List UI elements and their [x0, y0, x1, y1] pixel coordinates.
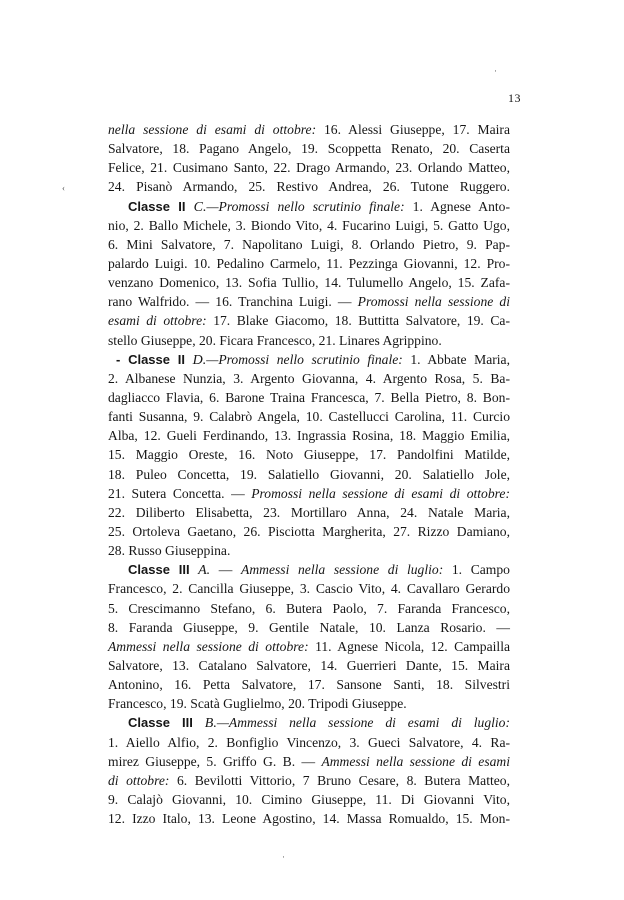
text-line [108, 503, 510, 522]
text-line [108, 273, 510, 292]
text-line [108, 713, 510, 732]
class-heading: - Classe II [116, 351, 185, 367]
text-segment: 21. Sutera Concetta. — [108, 485, 252, 501]
text-line [108, 369, 510, 388]
margin-mark: ‹ [62, 183, 65, 193]
text-segment: fanti Susanna, 9. Calabrò Angela, 10. Castellucci Carolina, 11. Curcio [108, 409, 510, 425]
text-segment: 12. Izzo Italo, 13. Leone Agostino, 14. Massa Romualdo, 15. Mon- [108, 811, 510, 827]
margin-dot: · [494, 66, 497, 76]
class-heading: Classe II [128, 198, 186, 214]
text-segment: dagliacco Flavia, 6. Barone Traina Francesca, 7. Bella Pietro, 8. Bon- [108, 389, 510, 405]
text-line [108, 158, 510, 177]
text-segment: 1. Agnese Anto- [404, 198, 510, 214]
text-segment: 1. Campo [443, 562, 510, 578]
text-line [108, 484, 510, 503]
text-line [108, 752, 510, 771]
text-line [108, 445, 510, 464]
text-line [108, 350, 510, 369]
class-heading: Classe III [128, 562, 190, 578]
text-segment: A. [189, 563, 211, 579]
text-line [108, 809, 510, 828]
text-segment: stello Giuseppe, 20. Ficara Francesco, 21. Linares Agrippino. [108, 332, 442, 348]
text-line [108, 197, 510, 216]
italic-phrase: esami di ottobre: [108, 313, 207, 329]
text-line [108, 465, 510, 484]
text-segment: Antonino, 16. Petta Salvatore, 17. Sansone Santi, 18. Silvestri [108, 677, 510, 693]
text-segment: 17. Blake Giacomo, 18. Buttitta Salvatore, 19. Ca- [206, 313, 510, 329]
text-line [108, 637, 510, 656]
italic-phrase: Ammessi nella sessione di ottobre: [108, 638, 309, 654]
text-line [108, 216, 510, 235]
text-segment: 8. Faranda Giuseppe, 9. Gentile Natale, 10. Lanza Rosario. — [108, 619, 510, 635]
text-segment: — [210, 562, 242, 578]
text-line [108, 388, 510, 407]
text-segment: 11. Agnese Nicola, 12. Campailla [308, 638, 510, 654]
margin-dot: · [282, 852, 285, 862]
text-line [108, 139, 510, 158]
text-segment: 22. Diliberto Elisabetta, 23. Mortillaro Anna, 24. Natale Maria, [108, 504, 510, 520]
text-line [108, 599, 510, 618]
text-segment: C. [185, 199, 207, 215]
text-line [108, 331, 510, 350]
text-segment: Salvatore, 13. Catalano Salvatore, 14. Guerrieri Dante, 15. Maira [108, 657, 510, 673]
page-number: 13 [508, 91, 521, 105]
text-line [108, 292, 510, 311]
text-line [108, 733, 510, 752]
italic-phrase: —Promossi nello scrutinio finale: [206, 198, 405, 214]
text-line [108, 618, 510, 637]
text-line [108, 560, 510, 579]
text-segment: 16. Alessi Giuseppe, 17. Maira [316, 122, 510, 137]
text-line [108, 522, 510, 541]
italic-phrase: Promossi nella sessione di [357, 294, 510, 310]
italic-phrase: Promossi nella sessione di esami di ottobre: [251, 485, 510, 501]
text-line [108, 407, 510, 426]
text-line [108, 254, 510, 273]
text-line [108, 311, 510, 330]
text-line [108, 771, 510, 790]
text-segment: nio, 2. Ballo Michele, 3. Biondo Vito, 4. Fucarino Luigi, 5. Gatto Ugo, [108, 217, 510, 233]
text-segment: D. [184, 352, 207, 368]
text-line [108, 656, 510, 675]
text-segment: Salvatore, 18. Pagano Angelo, 19. Scoppetta Renato, 20. Caserta [108, 141, 510, 157]
text-line [108, 541, 510, 560]
text-segment: 1. Aiello Alfio, 2. Bonfiglio Vincenzo, 3. Gueci Salvatore, 4. Ra- [108, 734, 510, 750]
text-segment: palardo Luigi. 10. Pedalino Carmelo, 11. Pezzinga Giovanni, 12. Pro- [108, 255, 510, 271]
text-segment: Felice, 21. Cusimano Santo, 22. Drago Armando, 23. Orlando Matteo, [108, 160, 510, 176]
text-line [108, 235, 510, 254]
text-segment: 5. Crescimanno Stefano, 6. Butera Paolo, 7. Faranda Francesco, [108, 600, 510, 616]
text-line [108, 120, 510, 139]
text-line [108, 177, 510, 196]
text-segment: 1. Abbate Maria, [402, 351, 510, 367]
text-segment: Francesco, 2. Cancilla Giuseppe, 3. Cascio Vito, 4. Cavallaro Gerardo [108, 581, 510, 597]
text-segment: B. [192, 716, 217, 732]
text-segment: 9. Calajò Giovanni, 10. Cimino Giuseppe, 11. Di Giovanni Vito, [108, 791, 510, 807]
text-segment: 18. Puleo Concetta, 19. Salatiello Giovanni, 20. Salatiello Jole, [108, 466, 510, 482]
text-segment: mirez Giuseppe, 5. Griffo G. B. — [108, 753, 322, 769]
italic-phrase: Ammessi nella sessione di esami [321, 753, 511, 769]
body-text [108, 120, 510, 828]
text-segment: venzano Domenico, 13. Sofia Tullio, 14. Tulumello Angelo, 15. Zafa- [108, 275, 510, 291]
text-segment: 25. Ortoleva Gaetano, 26. Pisciotta Margherita, 27. Rizzo Damiano, [108, 523, 510, 539]
text-segment: rano Walfrido. — 16. Tranchina Luigi. — [108, 294, 358, 310]
text-line [108, 579, 510, 598]
text-segment: 15. Maggio Oreste, 16. Noto Giuseppe, 17. Pandolfini Matilde, [108, 447, 510, 463]
italic-phrase: Ammessi nella sessione di luglio: [241, 562, 444, 578]
text-segment: Francesco, 19. Scatà Guglielmo, 20. Tripodi Giuseppe. [108, 696, 407, 712]
text-segment: 6. Bevilotti Vittorio, 7 Bruno Cesare, 8. Butera Matteo, [169, 772, 510, 788]
text-segment: 24. Pisanò Armando, 25. Restivo Andrea, 26. Tutone Ruggero. [108, 179, 510, 195]
text-segment: Alba, 12. Gueli Ferdinando, 13. Ingrassia Rosina, 18. Maggio Emilia, [108, 428, 510, 444]
italic-phrase: di ottobre: [108, 772, 170, 788]
italic-phrase: nella sessione di esami di ottobre: [108, 122, 317, 137]
text-segment: 6. Mini Salvatore, 7. Napolitano Luigi, 8. Orlando Pietro, 9. Pap- [108, 236, 510, 252]
text-line [108, 426, 510, 445]
text-line [108, 694, 510, 713]
text-segment: 28. Russo Giuseppina. [108, 543, 231, 559]
text-line [108, 675, 510, 694]
text-segment: 2. Albanese Nunzia, 3. Argento Giovanna, 4. Argento Rosa, 5. Ba- [108, 370, 510, 386]
text-line [108, 790, 510, 809]
italic-phrase: —Ammessi nella sessione di esami di luglio: [216, 715, 510, 731]
class-heading: Classe III [128, 715, 193, 731]
italic-phrase: —Promossi nello scrutinio finale: [206, 351, 403, 367]
